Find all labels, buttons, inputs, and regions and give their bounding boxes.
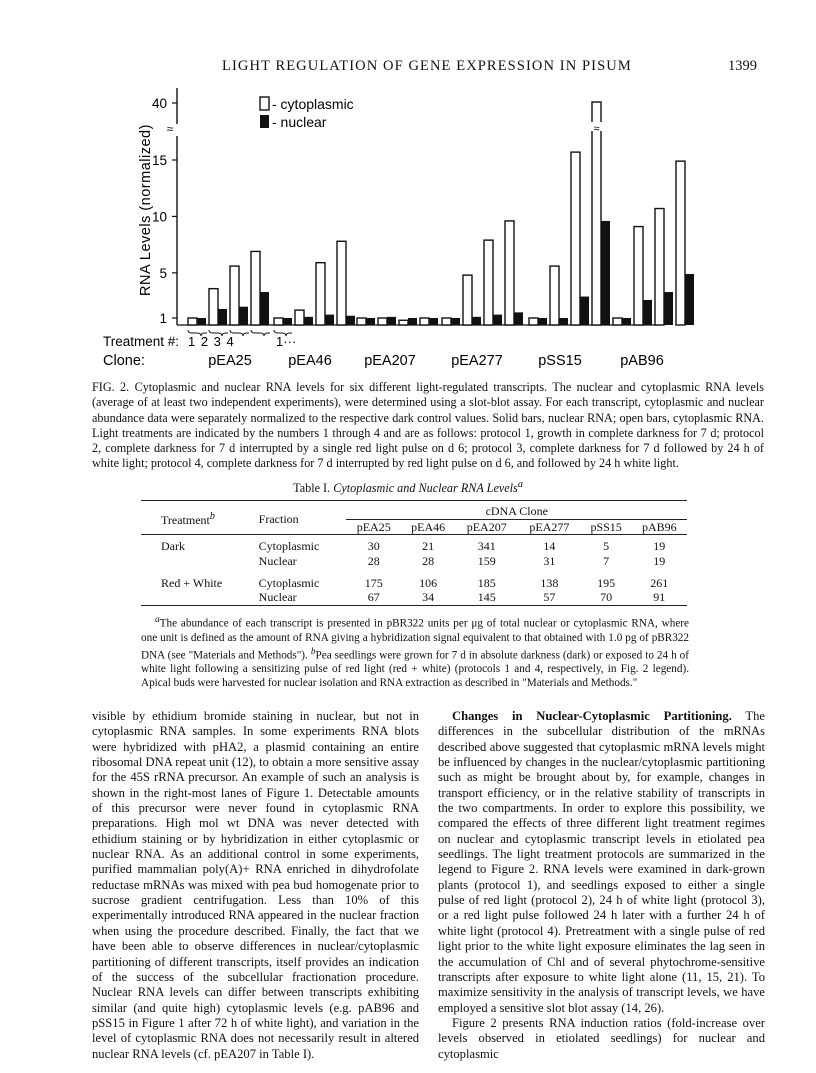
bar-nuclear — [429, 318, 438, 325]
bar-nuclear — [472, 317, 481, 325]
bar-nuclear — [538, 318, 547, 325]
cell-value: 159 — [477, 553, 496, 568]
bar-cytoplasmic — [634, 227, 643, 325]
bar-cytoplasmic — [399, 320, 408, 325]
cell-fraction: Nuclear — [258, 590, 297, 604]
cell-value: 19 — [653, 553, 666, 568]
right-paragraph-1: The differences in the subcellular distribution of the mRNAs described above suggested that cytoplasmic mRNA levels might be influenced by changes in the nuclear/cytoplasmic partitioning such as might be brought about by, for example, changes in transport efficiency, or in the relative stability of transcripts in the two compartments. In order to explore this possibility, we compared the effects of three different light treatment regimes on nuclear and cytoplasmic transcript levels in etiolated pea seedlings. The light treatment protocols are summarized in the legend to Figure 2. RNA levels were examined in dark-grown plants (protocol 1), and seedlings exposed to either a single pulse of red light (protocol 2), 24 h of white light (protocol 3), or a red light pulse followed 24 h later with a further 24 h of white light (protocol 4). Pretreatment with a single pulse of red light prior to the white light exposure eliminates the lag seen in the accumulation of Chl and of several phytochrome-sensitive transcripts after exposure to white light alone (11, 15, 21). To maximize sensitivity in the analysis of transcript levels, we have employed a sensitive slot blot assay (14, 26). — [438, 709, 766, 1015]
bar-cytoplasmic — [251, 251, 260, 325]
bar-nuclear — [260, 292, 269, 325]
cell-value: 34 — [422, 590, 435, 604]
cell-fraction: Cytoplasmic — [258, 575, 320, 590]
treatment-brace — [251, 330, 270, 336]
y-tick-label: 40 — [151, 96, 167, 111]
cell-value: 28 — [422, 553, 435, 568]
cell-value: 30 — [367, 539, 380, 553]
cell-treatment — [141, 590, 256, 605]
figure-2-chart — [0, 0, 816, 380]
bar-nuclear — [325, 315, 334, 325]
bar-cytoplasmic — [420, 318, 429, 325]
y-tick-label: 15 — [151, 153, 167, 168]
table-row — [141, 568, 687, 590]
cell-value: 91 — [653, 590, 666, 604]
bar-nuclear — [493, 315, 502, 325]
footnote-b: Pea seedlings were grown for 7 d in absolute darkness (dark) or exposed to 24 h of white light following a sensitizing pulse of red light (red + white) (protocols 1 and 4, respectively, in Fig. 2 legend). Apical buds were harvested for nuclear isolation and RNA extraction as described in "Materials and Methods." — [141, 649, 690, 690]
bar-cytoplasmic — [337, 241, 346, 325]
cell-value: 19 — [653, 539, 666, 553]
category-label: pSS15 — [538, 353, 582, 369]
bar-cytoplasmic — [209, 289, 218, 325]
bar-cytoplasmic — [230, 266, 239, 325]
legend-cyto-swatch — [260, 97, 269, 110]
cell-value: 145 — [477, 590, 496, 604]
cell-treatment: Dark — [161, 539, 185, 553]
bar-nuclear — [664, 292, 673, 325]
bar-nuclear — [346, 316, 355, 325]
cell-value: 175 — [364, 575, 383, 590]
bar-cytoplasmic — [274, 318, 283, 325]
cell-value: 67 — [367, 590, 380, 604]
table-caption-prefix: Table I. — [293, 481, 331, 496]
cell-value: 195 — [597, 575, 616, 590]
cell-value: 261 — [650, 575, 669, 590]
bar-cytoplasmic — [378, 318, 387, 325]
cell-fraction: Cytoplasmic — [258, 539, 320, 553]
right-paragraph-2: Figure 2 presents RNA induction ratios (fold-increase over levels observed in etiolated seedlings) for nuclear and cytoplasmic — [438, 1015, 765, 1061]
table-row — [141, 535, 687, 554]
y-tick-label: 5 — [159, 265, 167, 281]
bar-nuclear — [197, 318, 206, 325]
bar-cytoplasmic — [571, 152, 580, 325]
bar-cytoplasmic — [295, 310, 304, 325]
bar-nuclear — [580, 297, 589, 325]
table-caption-title: Cytoplasmic and Nuclear RNA Levels — [333, 481, 518, 496]
legend-cyto-label: - cytoplasmic — [272, 96, 354, 112]
th-clone: pEA46 — [411, 519, 446, 534]
running-title: LIGHT REGULATION OF GENE EXPRESSION IN PISUM — [222, 58, 632, 74]
bar-cytoplasmic — [676, 161, 685, 325]
cell-value: 5 — [603, 539, 610, 553]
treatment-label: Treatment #: — [103, 334, 180, 349]
category-label: pAB96 — [620, 353, 664, 369]
bar-nuclear — [366, 318, 375, 325]
th-clone: pSS15 — [590, 519, 622, 534]
bar-nuclear — [451, 318, 460, 325]
bar-cytoplasmic — [505, 221, 514, 325]
category-label: pEA207 — [364, 353, 416, 369]
bar-cytoplasmic — [613, 318, 622, 325]
table-caption-sup: a — [517, 479, 523, 490]
bar-cytoplasmic — [484, 240, 493, 325]
body-right-column — [438, 709, 765, 1062]
y-axis-label: RNA Levels (normalized) — [138, 124, 154, 296]
left-paragraph: visible by ethidium bromide staining in nuclear, but not in cytoplasmic RNA samples. In some experiments RNA blots were hybridized with pHA2, a plasmid containing an entire ribosomal DNA repeat unit (12), to obtain a more sensitive assay for the 45S rRNA precursor. An example of such an analysis is shown in the right-most lanes of Figure 1. Detectable amounts of this precursor were never found in cytoplasmic RNA preparations. High mol wt DNA was never detected with ethidium staining or by hybridization in either cytoplasmic or nuclear RNA. As an additional control in some experiments, purified mammalian poly(A)+ RNA enriched in dihydrofolate reductase mRNAs was mixed with pea bud homogenate prior to sucrose gradient centrifugation. Less than 10% of this experimentally introduced RNA appeared in the nuclear fraction when using the procedure described. Finally, the fact that we have been able to observe differences in nuclear/cytoplasmic partitioning of different transcripts, itself provides an indication of the success of the subcellular fractionation procedure. Nuclear RNA levels can differ between transcripts exhibiting similar (and quite high) cytoplasmic levels (e.g. pAB96 and pSS15 in Figure 1 after 72 h of white light), and variation in the level of cytoplasmic RNA does not necessarily result in altered nuclear RNA levels (cf. pEA207 in Table I). — [92, 709, 420, 1061]
table-footnotes: $^a$The abundance of each transcript is presented in pBR322 units per μg of total nuclear or cytoplasmic RNA, where one unit is defined as the amount of RNA giving a hybridization signal equivalent to that obtained with 1.0 pg of pBR322 DNA (see "Materials and Methods"). $^b$Pea seedlings were grown for 7 d in absolute darkness (dark) or exposed to 24 h of white light following a sensitizing pulse of red light (red + white) (protocols 1 and 4, respectively, in Fig. 2 legend). Apical buds were harvested for nuclear isolation and RNA extraction as described in "Materials and Methods." — [141, 615, 690, 690]
bar-nuclear — [622, 318, 631, 325]
cell-value: 57 — [543, 590, 556, 604]
th-fraction: Fraction — [256, 501, 347, 535]
category-label: pEA46 — [288, 353, 332, 369]
cell-value: 31 — [543, 553, 556, 568]
y-tick-label: 1 — [159, 311, 167, 326]
bar-nuclear — [559, 318, 568, 325]
y-axis-break-mark: ≈ — [166, 122, 174, 136]
cell-value: 7 — [603, 553, 610, 568]
cell-value: 70 — [600, 590, 613, 604]
th-cdna-clone: cDNA Clone — [346, 501, 687, 520]
bar-nuclear — [239, 307, 248, 325]
treatment-numbers-2: 1··· — [276, 334, 297, 349]
bar-cytoplasmic — [442, 318, 451, 325]
table-caption — [0, 479, 816, 496]
bar-cytoplasmic — [550, 266, 559, 325]
cell-value: 21 — [422, 539, 435, 553]
th-clone: pEA207 — [466, 519, 507, 534]
clone-label: Clone: — [103, 353, 145, 369]
legend-nuc-swatch — [260, 115, 269, 128]
table-row — [141, 554, 687, 569]
cell-treatment: Red + White — [161, 575, 223, 590]
bar-cytoplasmic — [357, 318, 366, 325]
bar-cytoplasmic — [316, 263, 325, 325]
footnote-a: The abundance of each transcript is presented in pBR322 units per μg of total nuclear or cytoplasmic RNA, where one unit is defined as the amount of RNA giving a hybridization signal equivalent to that obtained with 1.0 pg of pBR322 DNA (see "Materials and Methods"). — [141, 617, 689, 662]
th-treatment: Treatment$^b$ — [141, 501, 256, 535]
bar-cytoplasmic — [188, 318, 197, 325]
table-row — [141, 590, 687, 605]
legend-nuc-label: - nuclear — [272, 114, 327, 130]
section-heading: Changes in Nuclear-Cytoplasmic Partitioning. — [452, 709, 732, 723]
category-label: pEA277 — [451, 353, 503, 369]
y-tick-label: 10 — [151, 209, 167, 225]
figure-caption: FIG. 2. Cytoplasmic and nuclear RNA levels for six different light-regulated transcripts. The nuclear and cytoplasmic RNA levels (average of at least two independent experiments), were determined using a slot-blot assay. For each transcript, cytoplasmic and nuclear abundance data were separately normalized to the respective dark control values. Solid bars, nuclear RNA; open bars, cytoplasmic RNA. Light treatments are indicated by the numbers 1 through 4 and are as follows: protocol 1, growth in complete darkness for 7 d; protocol 2, complete darkness for 7 d interrupted by a single red light pulse on d 6; protocol 3, complete darkness for 7 d followed by 24 h of white light; protocol 4, complete darkness for 7 d interrupted by red light pulse on d 6, and followed by 24 h white light. — [92, 380, 764, 471]
category-label: pEA25 — [208, 353, 252, 369]
bar-break-mark: ≈ — [593, 123, 600, 135]
th-clone: pEA277 — [529, 519, 570, 534]
bar-nuclear — [387, 317, 396, 325]
page-number: 1399 — [728, 58, 757, 74]
th-clone: pAB96 — [641, 519, 677, 534]
bar-nuclear — [685, 274, 694, 325]
cell-value: 14 — [543, 539, 556, 553]
cell-value: 106 — [419, 575, 438, 590]
bar-cytoplasmic — [529, 318, 538, 325]
bar-nuclear — [218, 309, 227, 325]
th-clone: pEA25 — [356, 519, 391, 534]
cell-value: 138 — [540, 575, 559, 590]
bar-nuclear — [304, 317, 313, 325]
cell-value: 28 — [367, 553, 380, 568]
bar-nuclear — [283, 318, 292, 325]
cell-value: 341 — [477, 539, 496, 553]
cell-value: 185 — [477, 575, 496, 590]
bar-nuclear — [408, 318, 417, 325]
bar-cytoplasmic — [655, 209, 664, 325]
body-left-column — [92, 709, 419, 1062]
table-1 — [141, 500, 687, 606]
cell-fraction: Nuclear — [258, 553, 297, 568]
cell-treatment — [141, 554, 256, 569]
bar-cytoplasmic — [592, 102, 601, 325]
bar-nuclear — [514, 312, 523, 325]
bar-cytoplasmic — [463, 275, 472, 325]
bar-nuclear — [601, 221, 610, 325]
treatment-numbers: 1 2 3 4 — [188, 334, 235, 349]
bar-nuclear — [643, 300, 652, 325]
